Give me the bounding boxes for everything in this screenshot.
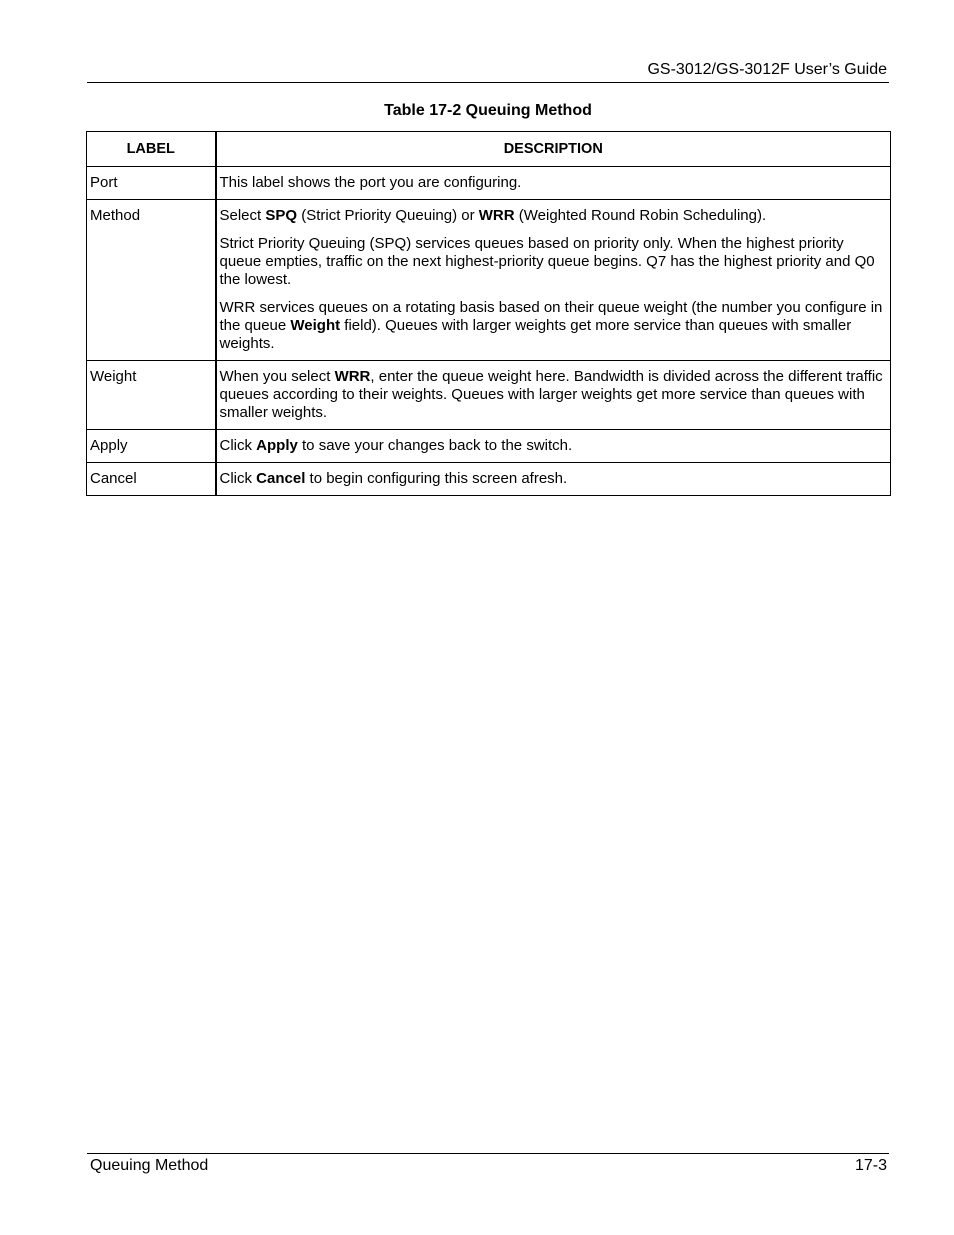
row-description	[216, 361, 891, 430]
description-paragraph	[220, 437, 888, 455]
text-run: Strict Priority Queuing (SPQ) services queues based on priority only. When the highest priority queue empties, traffic on the next highest-priority queue begins. Q7 has the highest priority and Q0 the lowest.	[219, 235, 875, 288]
text-run: (Weighted Round Robin Scheduling).	[514, 207, 767, 224]
table-row	[87, 463, 891, 496]
table-body	[87, 167, 891, 496]
table-row	[87, 200, 891, 361]
text-run: When you select	[219, 368, 335, 385]
text-run: , enter the queue weight here. Bandwidth is divided across the different traffic queues according to their weights. Queues with larger weights get more service than queues with smaller weights.	[219, 368, 883, 421]
text-run: Click	[219, 470, 257, 487]
text-run: Click	[219, 437, 257, 454]
bold-term: Cancel	[256, 470, 306, 487]
text-run: Select	[219, 207, 266, 224]
table-row	[87, 167, 891, 200]
description-paragraph	[220, 235, 888, 289]
page-header	[87, 60, 889, 83]
table-row	[87, 430, 891, 463]
row-description	[216, 167, 891, 200]
footer-section-title: Queuing Method	[90, 1157, 209, 1174]
row-description	[216, 200, 891, 361]
description-paragraph	[220, 299, 888, 353]
bold-term: WRR	[478, 207, 515, 224]
text-run: WRR services queues on a rotating basis based on their queue weight (the number you configure in the queue	[219, 299, 883, 334]
text-run: field). Queues with larger weights get more service than queues with smaller weights.	[219, 317, 852, 352]
description-paragraph	[220, 368, 888, 422]
guide-title: GS-3012/GS-3012F User’s Guide	[647, 61, 887, 78]
table-row	[87, 361, 891, 430]
bold-term: WRR	[334, 368, 371, 385]
bold-term: Apply	[256, 437, 298, 454]
bold-term: SPQ	[265, 207, 298, 224]
row-label: Apply	[87, 430, 216, 463]
page-footer	[87, 1153, 889, 1178]
row-label: Cancel	[87, 463, 216, 496]
row-description	[216, 430, 891, 463]
row-label: Port	[87, 167, 216, 200]
description-paragraph	[220, 207, 888, 225]
row-label: Weight	[87, 361, 216, 430]
text-run: This label shows the port you are configuring.	[219, 174, 522, 191]
bold-term: Weight	[290, 317, 341, 334]
description-paragraph	[220, 174, 888, 192]
text-run: to save your changes back to the switch.	[297, 437, 573, 454]
text-run: to begin configuring this screen afresh.	[305, 470, 568, 487]
text-run: (Strict Priority Queuing) or	[297, 207, 479, 224]
row-description	[216, 463, 891, 496]
description-paragraph	[220, 470, 888, 488]
column-header-label: LABEL	[87, 132, 216, 167]
table-header-row	[87, 132, 891, 167]
table-caption: Table 17-2 Queuing Method	[384, 102, 592, 119]
row-label: Method	[87, 200, 216, 361]
queuing-method-table	[86, 131, 891, 496]
column-header-description: DESCRIPTION	[216, 132, 891, 167]
page-number: 17-3	[854, 1157, 887, 1174]
